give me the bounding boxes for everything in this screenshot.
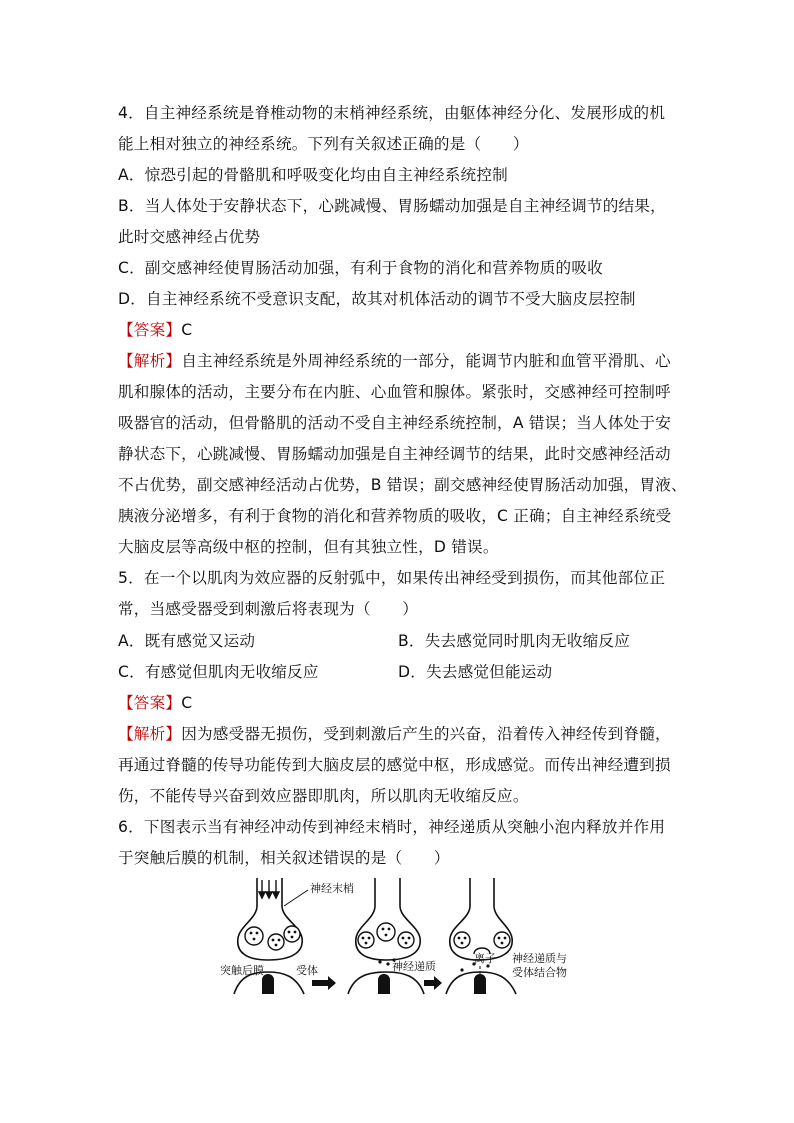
- receptor-1: [262, 974, 274, 994]
- q5-analysis-line-1: [118, 724, 671, 744]
- q6-stem-line-1: 6．下图表示当有神经冲动传到神经末梢时，神经递质从突触小泡内释放并作用: [118, 818, 666, 836]
- q5-option-d: D．失去感觉但能运动: [398, 663, 553, 681]
- stage-arrow-2: [424, 976, 442, 990]
- q4-option-c: C．副交感神经使胃肠活动加强，有利于食物的消化和营养物质的吸收: [118, 259, 603, 277]
- q6-stem-line-2: 于突触后膜的机制，相关叙述错误的是（ ）: [118, 849, 450, 867]
- analysis-text: 自主神经系统是外周神经系统的一部分，能调节内脏和血管平滑肌、心: [181, 352, 671, 370]
- q4-stem-line-1: 4．自主神经系统是脊椎动物的末梢神经系统，由躯体神经分化、发展形成的机: [118, 104, 666, 122]
- label-complex-line-1: 神经递质与: [512, 952, 567, 965]
- answer-tag: 【答案】: [118, 321, 182, 339]
- q4-answer: [118, 320, 192, 340]
- q5-options-row-1: [118, 631, 255, 651]
- q5-analysis-line-2: 再通过脊髓的传导功能传到大脑皮层的感觉中枢，形成感觉。而传出神经遭到损: [118, 756, 671, 774]
- analysis-tag: 【解析】: [118, 725, 182, 743]
- label-nerve-terminal: 神经末梢: [310, 882, 354, 895]
- q4-analysis-line-5: 不占优势，副交感神经活动占优势，B 错误；副交感神经使胃肠活动加强，胃液、: [118, 476, 687, 494]
- q4-analysis-line-1: [118, 351, 671, 371]
- analysis-tag: 【解析】: [118, 352, 182, 370]
- q4-option-a: A．惊恐引起的骨骼肌和呼吸变化均由自主神经系统控制: [118, 166, 508, 184]
- q5-option-a: A．既有感觉又运动: [118, 632, 256, 650]
- label-receptor: 受体: [296, 964, 318, 977]
- q4-analysis-line-7: 大脑皮层等高级中枢的控制，但有其独立性，D 错误。: [118, 538, 499, 556]
- stage-arrow-1: [312, 976, 336, 990]
- q4-option-b-line-1: B．当人体处于安静状态下，心跳减慢、胃肠蠕动加强是自主神经调节的结果，: [118, 197, 666, 215]
- answer-value: C: [181, 321, 193, 339]
- q5-analysis-line-3: 伤，不能传导兴奋到效应器即肌肉，所以肌肉无收缩反应。: [118, 787, 529, 805]
- q5-answer: [118, 693, 192, 713]
- synapse-diagram: [212, 876, 592, 998]
- q4-option-b-line-2: 此时交感神经占优势: [118, 228, 261, 246]
- label-complex-line-2: 受体结合物: [512, 966, 567, 979]
- answer-tag: 【答案】: [118, 694, 182, 712]
- q5-stem-line-1: 5．在一个以肌肉为效应器的反射弧中，如果传出神经受到损伤，而其他部位正: [118, 569, 666, 587]
- q5-option-b: B．失去感觉同时肌肉无收缩反应: [398, 632, 631, 650]
- label-ion: 离子: [474, 952, 496, 965]
- q5-option-c: C．有感觉但肌肉无收缩反应: [118, 663, 319, 681]
- q4-analysis-line-3: 吸器官的活动，但骨骼肌的活动不受自主神经系统控制，A 错误；当人体处于安: [118, 414, 672, 432]
- q4-analysis-line-6: 胰液分泌增多，有利于食物的消化和营养物质的吸收，C 正确；自主神经系统受: [118, 507, 672, 525]
- answer-value: C: [181, 694, 193, 712]
- q4-stem-line-2: 能上相对独立的神经系统。下列有关叙述正确的是（ ）: [118, 135, 529, 153]
- receptor-2: [378, 974, 390, 994]
- q4-analysis-line-4: 静状态下，心跳减慢、胃肠蠕动加强是自主神经调节的结果，此时交感神经活动: [118, 445, 671, 463]
- q4-option-d: D．自主神经系统不受意识支配，故其对机体活动的调节不受大脑皮层控制: [118, 290, 636, 308]
- label-transmitter: 神经递质: [392, 960, 436, 973]
- analysis-text: 因为感受器无损伤，受到刺激后产生的兴奋，沿着传入神经传到脊髓，: [181, 725, 671, 743]
- q5-stem-line-2: 常，当感受器受到刺激后将表现为（ ）: [118, 600, 419, 618]
- label-postsynaptic-membrane: 突触后膜: [220, 964, 264, 977]
- q4-analysis-line-2: 肌和腺体的活动，主要分布在内脏、心血管和腺体。紧张时，交感神经可控制呼: [118, 383, 671, 401]
